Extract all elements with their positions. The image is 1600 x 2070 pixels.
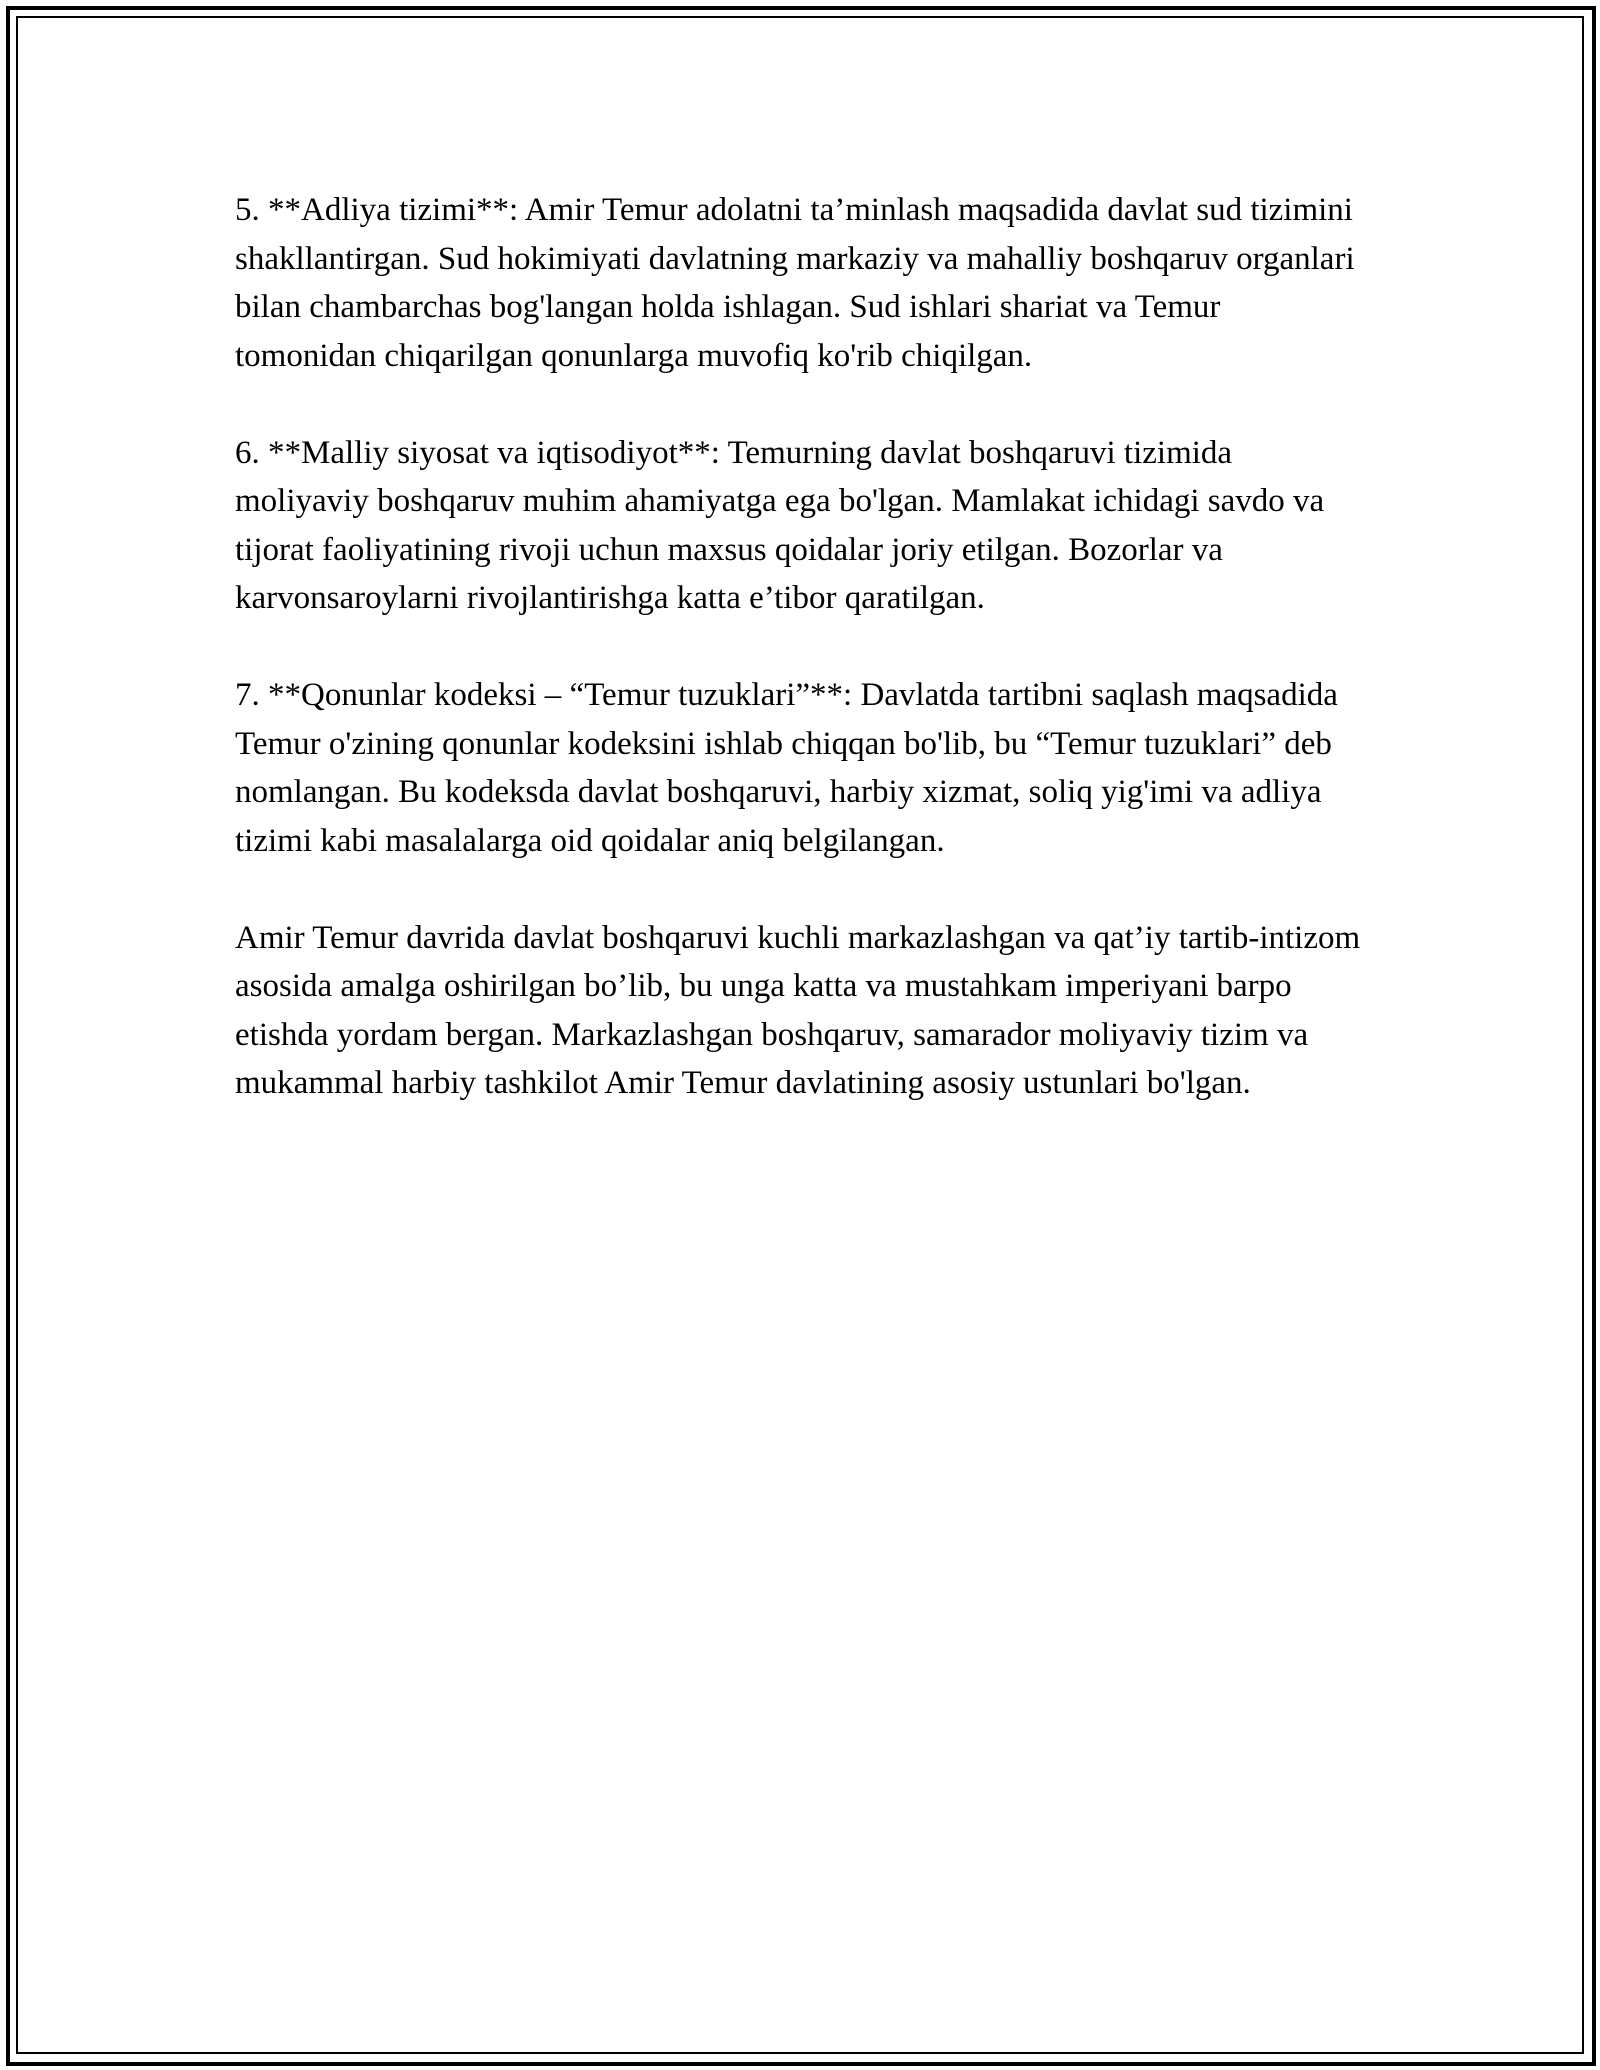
- document-body: [235, 186, 1365, 1156]
- paragraph-adliya-tizimi: 5. **Adliya tizimi**: Amir Temur adolatni ta’minlash maqsadida davlat sud tizimini shakllantirgan. Sud hokimiyati davlatning markaziy va mahalliy boshqaruv organlari bilan chambarchas bog'langan holda ishlagan. Sud ishlari shariat va Temur tomonidan chiqarilgan qonunlarga muvofiq ko'rib chiqilgan.: [235, 192, 1355, 374]
- paragraph-conclusion: Amir Temur davrida davlat boshqaruvi kuchli markazlashgan va qat’iy tartib-intizom asosida amalga oshirilgan bo’lib, bu unga katta va mustahkam imperiyani barpo etishda yordam bergan. Markazlashgan boshqaruv, samarador moliyaviy tizim va mukammal harbiy tashkilot Amir Temur davlatining asosiy ustunlari bo'lgan.: [235, 919, 1361, 1101]
- paragraph-malliy-siyosat: 6. **Malliy siyosat va iqtisodiyot**: Temurning davlat boshqaruvi tizimida moliyaviy boshqaruv muhim ahamiyatga ega bo'lgan. Mamlakat ichidagi savdo va tijorat faoliyatining rivoji uchun maxsus qoidalar joriy etilgan. Bozorlar va karvonsaroylarni rivojlantirishga katta e’tibor qaratilgan.: [235, 434, 1325, 616]
- paragraph-qonunlar-kodeksi: 7. **Qonunlar kodeksi – “Temur tuzuklari”**: Davlatda tartibni saqlash maqsadida Temur o'zining qonunlar kodeksini ishlab chiqqan bo'lib, bu “Temur tuzuklari” deb nomlangan. Bu kodeksda davlat boshqaruvi, harbiy xizmat, soliq yig'imi va adliya tizimi kabi masalalarga oid qoidalar aniq belgilangan.: [235, 677, 1338, 859]
